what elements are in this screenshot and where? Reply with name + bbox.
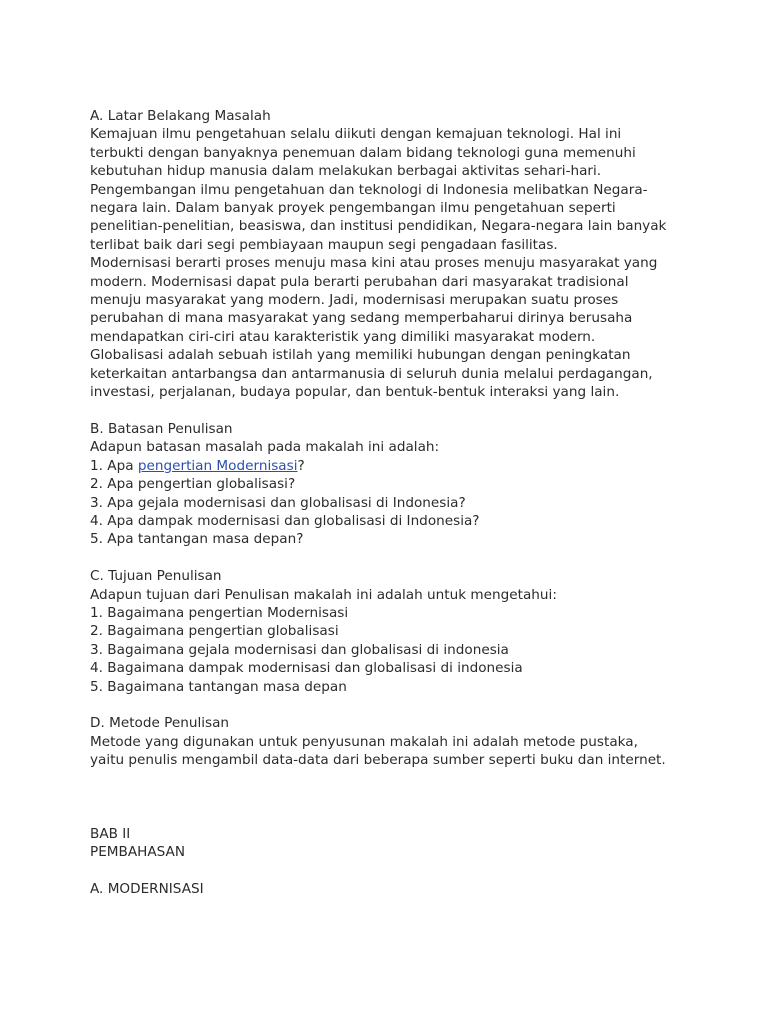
list-item: 5. Apa tantangan masa depan? bbox=[90, 531, 304, 548]
section-intro: Adapun tujuan dari Penulisan makalah ini adalah untuk mengetahui: bbox=[90, 586, 557, 603]
list-item: 5. Bagaimana tantangan masa depan bbox=[90, 678, 347, 695]
list-item-prefix: 1. Apa bbox=[90, 457, 138, 474]
section-tujuan-penulisan bbox=[90, 567, 680, 696]
section-batasan-penulisan bbox=[90, 420, 680, 549]
paragraph-line: Kemajuan ilmu pengetahuan selalu diikuti dengan kemajuan teknologi. Hal ini bbox=[90, 126, 622, 143]
paragraph-line: mendapatkan ciri-ciri atau karakteristik yang dimiliki masyarakat modern. bbox=[90, 328, 596, 345]
list-item: 1. Bagaimana pengertian Modernisasi bbox=[90, 604, 349, 621]
paragraph-line: investasi, perjalanan, budaya popular, dan bentuk-bentuk interaksi yang lain. bbox=[90, 384, 620, 401]
pengertian-modernisasi-link[interactable]: pengertian Modernisasi bbox=[137, 457, 298, 474]
paragraph-line: modern. Modernisasi dapat pula berarti perubahan dari masyarakat tradisional bbox=[90, 273, 629, 290]
paragraph-line: negara lain. Dalam banyak proyek pengembangan ilmu pengetahuan seperti bbox=[90, 200, 616, 217]
list-item bbox=[90, 457, 680, 475]
section-heading: A. Latar Belakang Masalah bbox=[90, 108, 271, 124]
paragraph-line: perubahan di mana masyarakat yang sedang memperbaharui dirinya berusaha bbox=[90, 310, 633, 327]
paragraph-line: terbukti dengan banyaknya penemuan dalam bidang teknologi guna memenuhi bbox=[90, 144, 636, 161]
paragraph-line: terlibat baik dari segi pembiayaan maupun segi pengadaan fasilitas. bbox=[90, 236, 558, 253]
paragraph-line: Modernisasi berarti proses menuju masa kini atau proses menuju masyarakat yang bbox=[90, 255, 658, 272]
list-item: 3. Bagaimana gejala modernisasi dan globalisasi di indonesia bbox=[90, 641, 509, 658]
list-item: 3. Apa gejala modernisasi dan globalisasi di Indonesia? bbox=[90, 494, 466, 511]
paragraph-line: menuju masyarakat yang modern. Jadi, modernisasi merupakan suatu proses bbox=[90, 292, 619, 309]
blank-space bbox=[90, 862, 680, 880]
paragraph-line: kebutuhan hidup manusia dalam melakukan berbagai aktivitas sehari-hari. bbox=[90, 163, 602, 180]
section-heading: D. Metode Penulisan bbox=[90, 715, 230, 732]
list-item-suffix: ? bbox=[297, 457, 305, 474]
chapter-block bbox=[90, 825, 680, 899]
paragraph-line: Pengembangan ilmu pengetahuan dan teknologi di Indonesia melibatkan Negara- bbox=[90, 181, 648, 198]
paragraph-line: keterkaitan antarbangsa dan antarmanusia di seluruh dunia melalui perdagangan, bbox=[90, 365, 653, 382]
section-heading: C. Tujuan Penulisan bbox=[90, 568, 222, 585]
chapter-label: BAB II bbox=[90, 825, 131, 842]
section-latar-belakang bbox=[90, 107, 680, 402]
list-item: 4. Apa dampak modernisasi dan globalisasi di Indonesia? bbox=[90, 512, 480, 529]
section-heading: B. Batasan Penulisan bbox=[90, 420, 233, 437]
blank-space bbox=[90, 770, 680, 807]
section-intro: Adapun batasan masalah pada makalah ini adalah: bbox=[90, 439, 440, 456]
section-metode-penulisan bbox=[90, 714, 680, 769]
chapter-title: PEMBAHASAN bbox=[90, 844, 186, 861]
list-item: 2. Bagaimana pengertian globalisasi bbox=[90, 623, 339, 640]
paragraph-line: yaitu penulis mengambil data-data dari beberapa sumber seperti buku dan internet. bbox=[90, 752, 666, 769]
list-item: 4. Bagaimana dampak modernisasi dan globalisasi di indonesia bbox=[90, 660, 523, 677]
list-item: 2. Apa pengertian globalisasi? bbox=[90, 476, 296, 493]
document-body bbox=[90, 107, 680, 898]
paragraph-line: penelitian-penelitian, beasiswa, dan institusi pendidikan, Negara-negara lain banyak bbox=[90, 218, 667, 235]
section-heading: A. MODERNISASI bbox=[90, 880, 204, 897]
paragraph-line: Metode yang digunakan untuk penyusunan makalah ini adalah metode pustaka, bbox=[90, 733, 638, 750]
blank-space bbox=[90, 806, 680, 824]
paragraph-line: Globalisasi adalah sebuah istilah yang memiliki hubungan dengan peningkatan bbox=[90, 347, 631, 364]
